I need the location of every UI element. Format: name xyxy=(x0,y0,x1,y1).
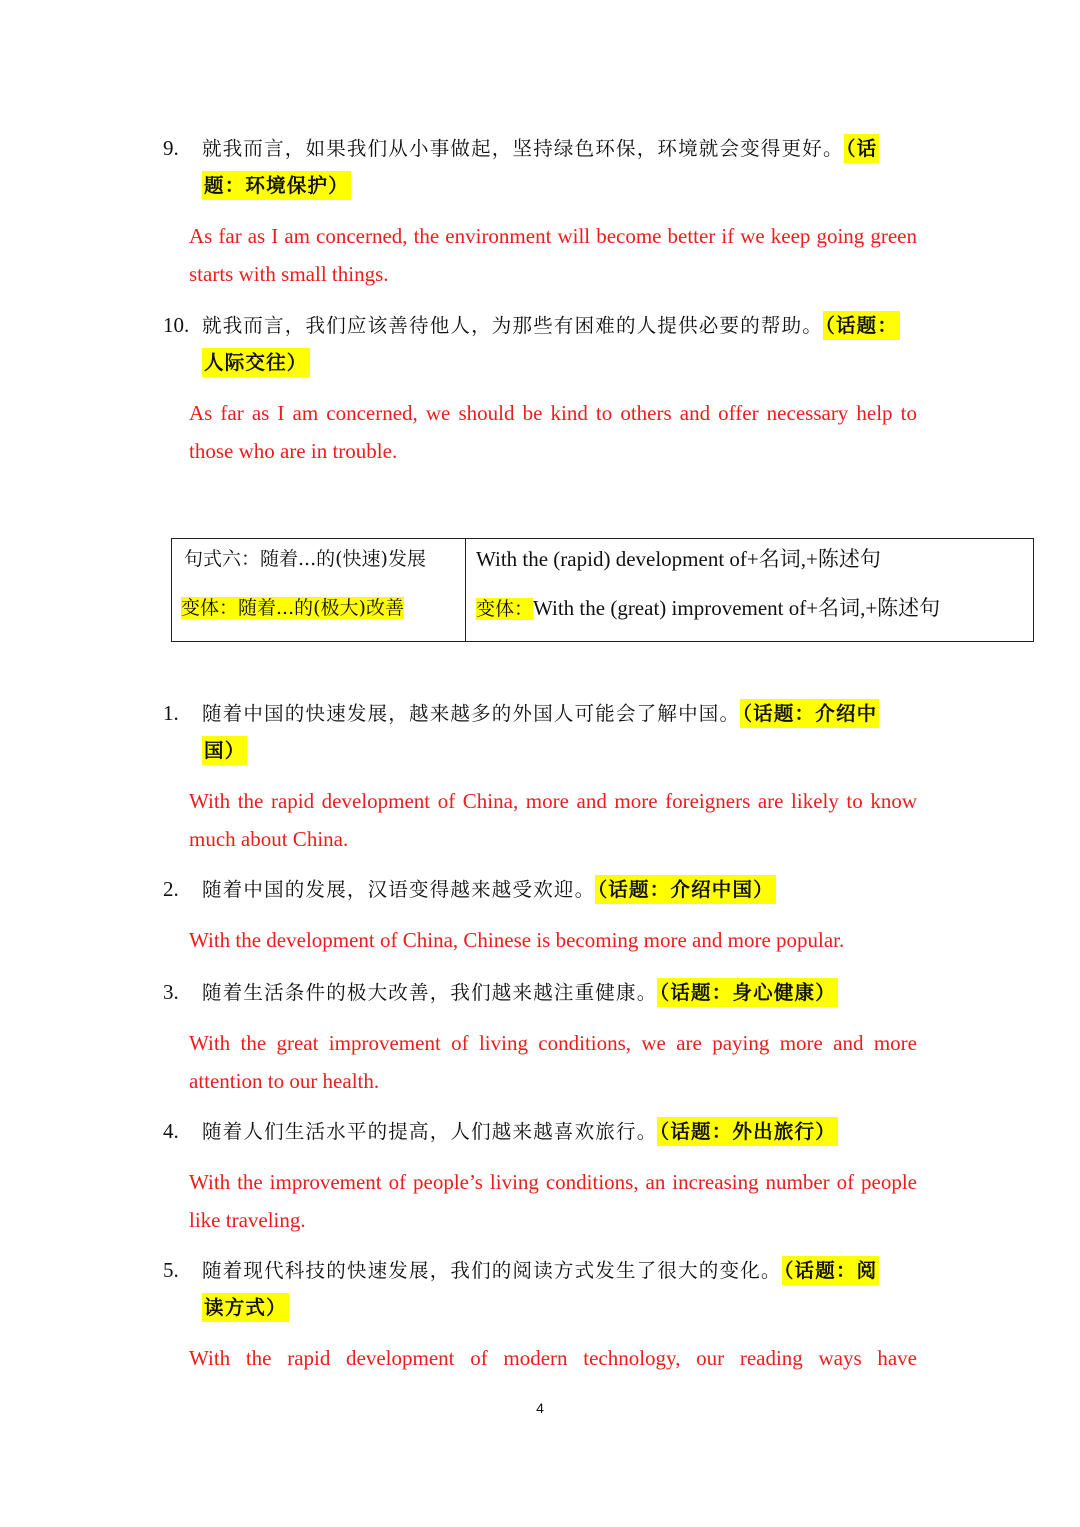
topic-tag: （话题：介绍中国） xyxy=(595,875,776,904)
topic-tag-cont: 国） xyxy=(202,736,247,765)
english-translation: As far as I am concerned, we should be kind to others and offer necessary help to those who are in trouble. xyxy=(189,401,917,463)
english-translation: As far as I am concerned, the environment will become better if we keep going green starts with small things. xyxy=(189,224,917,286)
pattern-structure: With the (rapid) development of+名词,+陈述句 xyxy=(476,547,881,571)
chinese-text: 就我而言，我们应该善待他人，为那些有困难的人提供必要的帮助。 xyxy=(202,314,824,337)
item-number: 10. xyxy=(163,313,190,337)
chinese-text: 随着中国的快速发展，越来越多的外国人可能会了解中国。 xyxy=(202,702,741,725)
chinese-text: 随着生活条件的极大改善，我们越来越注重健康。 xyxy=(202,981,658,1004)
topic-tag-cont: 题：环境保护） xyxy=(202,171,351,200)
english-translation: With the rapid development of modern technology, our reading ways have xyxy=(189,1346,917,1370)
english-translation: With the development of China, Chinese is becoming more and more popular. xyxy=(189,928,845,952)
chinese-sentence xyxy=(202,871,923,908)
topic-tag: （话题：身心健康） xyxy=(657,978,838,1007)
topic-tag-cont: 读方式） xyxy=(202,1293,289,1322)
chinese-sentence xyxy=(202,695,923,769)
topic-tag: （话题： xyxy=(823,311,900,340)
chinese-text: 随着现代科技的快速发展，我们的阅读方式发生了很大的变化。 xyxy=(202,1259,782,1282)
pattern-variant: 变体：随着...的(极大)改善 xyxy=(181,597,404,619)
chinese-text: 随着人们生活水平的提高，人们越来越喜欢旅行。 xyxy=(202,1120,658,1143)
item-number: 2. xyxy=(163,877,179,901)
topic-tag-cont: 人际交往） xyxy=(202,348,310,377)
sentence-item xyxy=(163,1113,923,1239)
sentence-item xyxy=(163,695,923,858)
item-number: 9. xyxy=(163,136,179,160)
chinese-sentence xyxy=(202,1252,923,1326)
chinese-sentence xyxy=(202,1113,923,1150)
item-number: 1. xyxy=(163,701,179,725)
topic-tag: （话 xyxy=(844,134,880,163)
chinese-sentence xyxy=(202,974,923,1011)
chinese-sentence xyxy=(202,130,923,204)
chinese-text: 就我而言，如果我们从小事做起，坚持绿色环保，环境就会变得更好。 xyxy=(202,137,844,160)
english-translation: With the improvement of people’s living conditions, an increasing number of people like traveling. xyxy=(189,1170,917,1232)
item-number: 5. xyxy=(163,1258,179,1282)
sentence-item xyxy=(163,871,923,960)
pattern-title: 句式六：随着...的(快速)发展 xyxy=(184,548,426,570)
topic-tag: （话题：介绍中 xyxy=(740,699,879,728)
page-number: 4 xyxy=(536,1400,544,1416)
sentence-item xyxy=(163,1252,923,1378)
topic-tag: （话题：外出旅行） xyxy=(657,1117,838,1146)
english-translation: With the rapid development of China, more and more foreigners are likely to know much about China. xyxy=(189,789,917,851)
chinese-text: 随着中国的发展，汉语变得越来越受欢迎。 xyxy=(202,878,596,901)
sentence-item xyxy=(163,130,923,293)
item-number: 4. xyxy=(163,1119,179,1143)
pattern-chinese-cell xyxy=(172,539,466,642)
pattern-english-cell xyxy=(466,539,1034,642)
item-number: 3. xyxy=(163,980,179,1004)
english-translation: With the great improvement of living conditions, we are paying more and more attention to our health. xyxy=(189,1031,917,1093)
pattern-variant-label: 变体： xyxy=(476,598,534,620)
chinese-sentence xyxy=(202,307,923,381)
topic-tag: （话题：阅 xyxy=(782,1256,880,1285)
sentence-pattern-table xyxy=(171,538,1034,642)
sentence-item xyxy=(163,974,923,1100)
sentence-item xyxy=(163,307,923,470)
pattern-variant-structure: With the (great) improvement of+名词,+陈述句 xyxy=(533,596,941,620)
